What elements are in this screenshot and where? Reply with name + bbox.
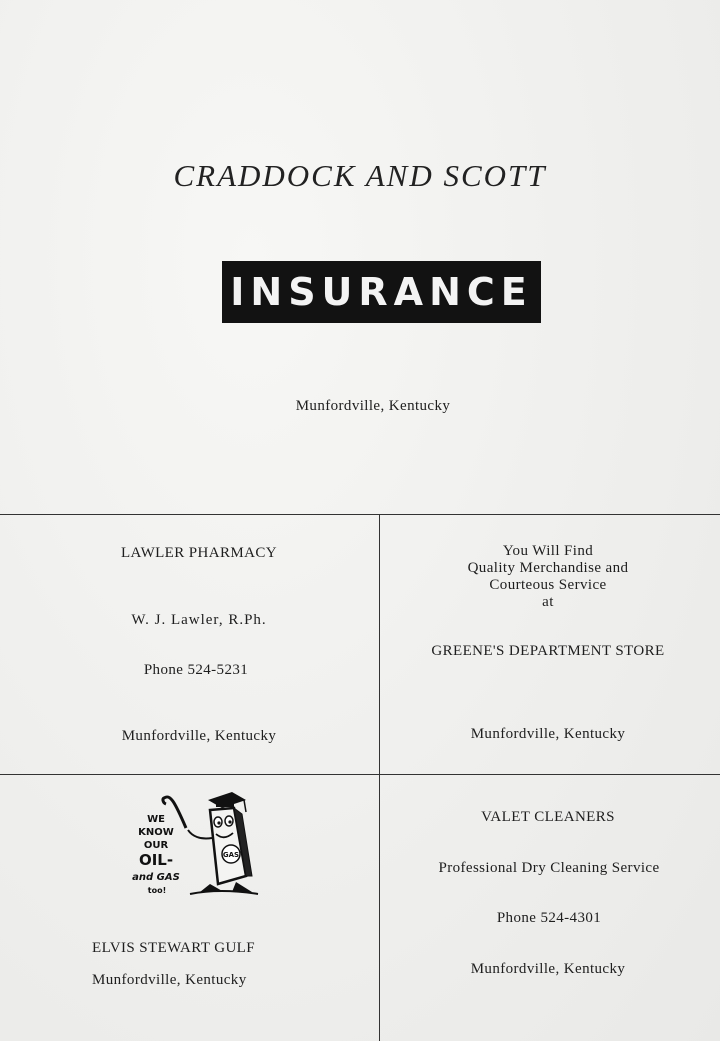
cleaners-phone: Phone 524-4301	[496, 910, 602, 926]
cartoon-text-and-gas: and GAS	[132, 872, 180, 883]
gulf-location: Munfordville, Kentucky	[92, 972, 247, 988]
cleaners-name: VALET CLEANERS	[481, 809, 615, 825]
pharmacy-name: LAWLER PHARMACY	[120, 545, 278, 561]
insurance-location: Munfordville, Kentucky	[295, 398, 451, 414]
store-tagline-2: Quality Merchandise and	[467, 560, 629, 576]
gas-pump-cartoon-icon	[130, 788, 265, 903]
insurance-banner	[222, 261, 541, 323]
gulf-station-name: ELVIS STEWART GULF	[92, 940, 255, 956]
insurance-firm-name: CRADDOCK AND SCOTT	[173, 158, 547, 193]
pharmacist-name: W. J. Lawler, R.Ph.	[131, 612, 267, 628]
cartoon-text-too: too!	[147, 886, 167, 895]
cartoon-text-know: KNOW	[138, 827, 174, 838]
pharmacy-phone: Phone 524-5231	[143, 662, 249, 678]
store-tagline-4: at	[542, 594, 554, 610]
cartoon-text-we: WE	[147, 814, 165, 825]
store-tagline-1: You Will Find	[502, 543, 594, 559]
cartoon-text-oil: OIL-	[138, 851, 174, 869]
pump-gas-label: GAS	[222, 851, 240, 859]
insurance-banner-text: INSURANCE	[230, 270, 533, 314]
cartoon-text-our: OUR	[143, 840, 169, 851]
store-name: GREENE'S DEPARTMENT STORE	[431, 643, 665, 659]
divider-middle	[0, 774, 720, 775]
store-location: Munfordville, Kentucky	[470, 726, 626, 742]
divider-top	[0, 514, 720, 515]
cleaners-service: Professional Dry Cleaning Service	[438, 860, 660, 876]
store-tagline-3: Courteous Service	[489, 577, 607, 593]
cleaners-location: Munfordville, Kentucky	[470, 961, 626, 977]
pharmacy-location: Munfordville, Kentucky	[121, 728, 277, 744]
